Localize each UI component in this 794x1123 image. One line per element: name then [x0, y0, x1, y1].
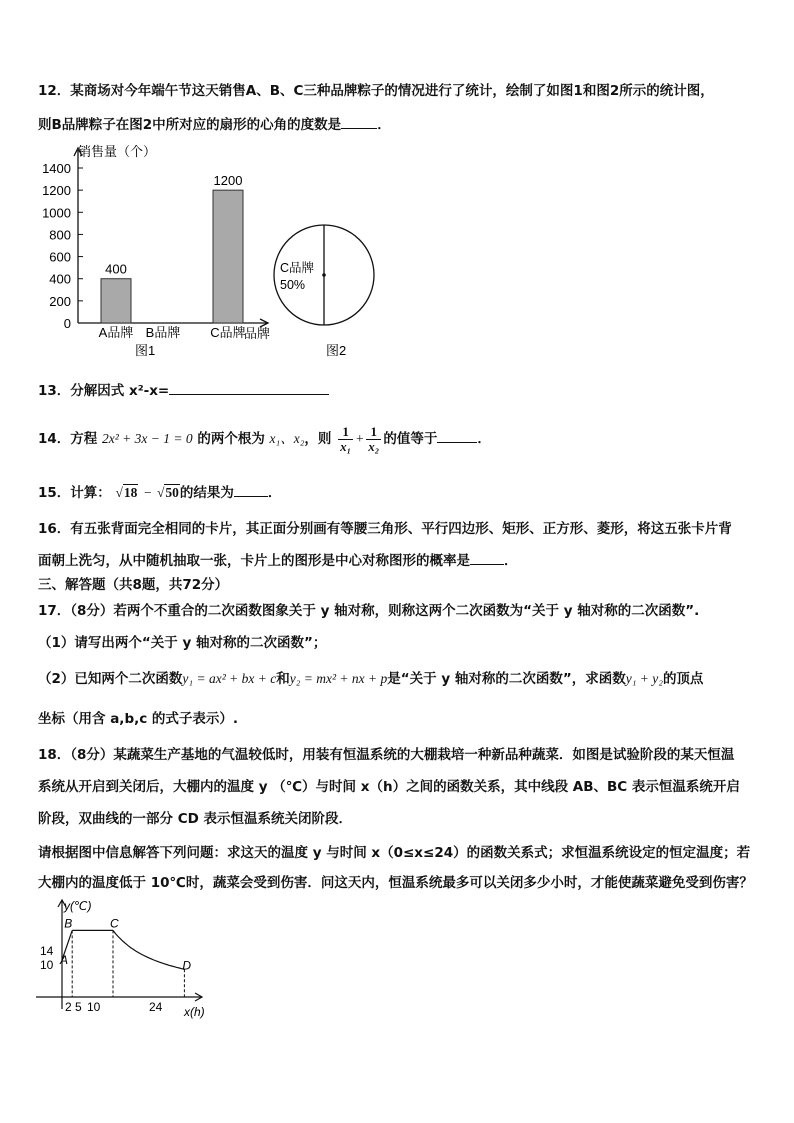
point-label-b: B — [64, 916, 73, 931]
y-tick-label: 800 — [49, 227, 71, 243]
x-tick-label: 2 — [65, 1000, 72, 1014]
bar-chart-plot — [42, 148, 271, 341]
y-tick-label: 14 — [40, 944, 54, 958]
x-tick-label: C品牌 — [210, 325, 246, 340]
pie-slice-percent: 50% — [280, 278, 306, 292]
q17-line3 — [38, 670, 703, 688]
point-label-c: C — [110, 916, 119, 931]
y-tick-label: 200 — [49, 293, 71, 309]
fraction-1-over-x1 — [338, 425, 353, 454]
q18-line5: 大棚内的温度低于 10℃时，蔬菜会受到伤害．问这天内，恒温系统最多可以关闭多少小时，才能使蔬菜避免受到伤害？ — [38, 875, 753, 891]
y-tick-label: 400 — [49, 271, 71, 287]
sqrt-18: √18 — [115, 485, 138, 500]
q15-minus: − — [143, 485, 153, 500]
q17-sum: y₁ + y₂ — [625, 671, 663, 686]
x-axis-label: 品牌 — [244, 326, 271, 341]
y-tick-label: 1400 — [42, 161, 71, 176]
x-tick-label: A品牌 — [98, 325, 134, 340]
q15-prefix: 15．计算： — [38, 485, 111, 501]
answer-blank-q12[interactable] — [341, 114, 377, 129]
figure-2-caption: 图2 — [326, 343, 347, 358]
q16-line2 — [38, 550, 518, 570]
q18-line2: 系统从开启到关闭后，大棚内的温度 y （℃）与时间 x（h）之间的函数关系，其中线段 AB、BC 表示恒温系统开启 — [38, 779, 740, 795]
q14-line — [38, 424, 491, 454]
y-tick-label: 600 — [49, 249, 71, 265]
section-3-title: 三、解答题（共8题，共72分） — [38, 577, 229, 593]
graph-y-axis-label: y(℃) — [64, 899, 92, 913]
q15-end: ． — [267, 485, 282, 501]
frac2-numerator: 1 — [366, 425, 381, 440]
pie-slice-label: C品牌 — [280, 261, 315, 275]
q13-text: 13．分解因式 x²-x= — [38, 383, 170, 399]
q14-plus: + — [355, 431, 365, 446]
point-label-d: D — [182, 958, 192, 973]
q14-end: ． — [477, 431, 491, 447]
q18-line1: 18．（8分）某蔬菜生产基地的气温较低时，用装有恒温系统的大棚栽培一种新品种蔬菜．如图是试验阶段的某天恒温 — [38, 747, 735, 763]
q13-line — [38, 380, 329, 400]
pie-center-dot — [322, 273, 326, 277]
answer-blank-q15[interactable] — [234, 482, 268, 497]
q12-line1: 12．某商场对今年端午节这天销售A、B、C三种品牌粽子的情况进行了统计，绘制了如图1和图2所示的统计图， — [38, 83, 714, 99]
bar — [213, 190, 243, 323]
q14-suffix: 的值等于 — [383, 431, 438, 447]
q17-line4: 坐标（用含 a,b,c 的式子表示）. — [38, 711, 239, 727]
q14-equation: 2x² + 3x − 1 = 0 — [102, 431, 193, 446]
q16-line2-text: 面朝上洗匀，从中随机抽取一张，卡片上的图形是中心对称图形的概率是 — [38, 553, 470, 569]
q18-line4: 请根据图中信息解答下列问题：求这天的温度 y 与时间 x（0≤x≤24）的函数关系式；求恒温系统设定的恒定温度；若 — [38, 845, 751, 861]
q15-line — [38, 482, 281, 502]
q12-line2 — [38, 114, 391, 134]
q12-period: ． — [377, 117, 391, 133]
q14-roots: x₁、x₂ — [269, 431, 305, 446]
hyperbola-cd — [113, 930, 184, 969]
x-tick-label: 10 — [87, 1000, 101, 1014]
answer-blank-q16[interactable] — [470, 550, 504, 565]
y-tick-label: 10 — [40, 958, 54, 972]
bar-chart-figure-1 — [32, 140, 282, 365]
q17-and: 和 — [276, 671, 290, 687]
q16-period: ． — [504, 553, 518, 569]
q17-line3-text-b: 是“关于 y 轴对称的二次函数”，求函数 — [387, 671, 626, 687]
answer-blank-q14[interactable] — [437, 428, 477, 443]
temperature-graph-plot — [36, 900, 202, 1014]
radicand-18: 18 — [123, 485, 138, 500]
figure-1-caption: 图1 — [135, 343, 156, 358]
fraction-1-over-x2 — [366, 425, 381, 454]
q17-line3-text-c: 的顶点 — [662, 671, 704, 687]
bar — [101, 279, 131, 323]
frac1-numerator: 1 — [338, 425, 353, 440]
q14-then: ，则 — [304, 431, 332, 447]
temperature-graph — [34, 896, 219, 1021]
bar-data-label: 1200 — [213, 173, 243, 189]
q17-equation-2: y₂ = mx² + nx + p — [289, 671, 388, 686]
y-tick-label: 0 — [63, 316, 71, 331]
x-tick-label: B品牌 — [145, 325, 181, 340]
frac2-denominator: x₂ — [368, 438, 380, 454]
q17-line2: （1）请写出两个“关于 y 轴对称的二次函数”； — [38, 635, 327, 651]
y-tick-label: 1000 — [42, 205, 71, 221]
y-axis-label: 销售量（个） — [78, 144, 157, 159]
q18-line3: 阶段，双曲线的一部分 CD 表示恒温系统关闭阶段． — [38, 811, 353, 827]
q17-line3-text-a: （2）已知两个二次函数 — [38, 671, 183, 687]
q15-suffix: 的结果为 — [179, 485, 234, 501]
x-tick-label: 5 — [75, 1000, 82, 1014]
radicand-50: 50 — [165, 485, 179, 500]
y-tick-label: 1200 — [42, 183, 71, 199]
pie-chart-figure-2 — [268, 215, 383, 365]
q17-line1: 17．（8分）若两个不重合的二次函数图象关于 y 轴对称，则称这两个二次函数为“关于 y 轴对称的二次函数”. — [38, 603, 700, 619]
answer-blank-q13[interactable] — [169, 380, 329, 395]
frac1-denominator: x₁ — [340, 438, 352, 454]
q17-equation-1: y₁ = ax² + bx + c — [182, 671, 277, 686]
q16-line1: 16．有五张背面完全相同的卡片，其正面分别画有等腰三角形、平行四边形、矩形、正方形、菱形，将这五张卡片背 — [38, 521, 732, 537]
q14-prefix: 14．方程 — [38, 431, 98, 447]
sqrt-50: √50 — [156, 485, 179, 500]
x-tick-label: 24 — [149, 1000, 163, 1014]
q14-mid: 的两个根为 — [197, 431, 265, 447]
graph-x-axis-label: x(h) — [184, 1005, 205, 1019]
bar-data-label: 400 — [105, 261, 127, 277]
q12-line2-text: 则B品牌粽子在图2中所对应的扇形的心角的度数是 — [38, 117, 342, 133]
point-label-a: A — [60, 953, 69, 967]
